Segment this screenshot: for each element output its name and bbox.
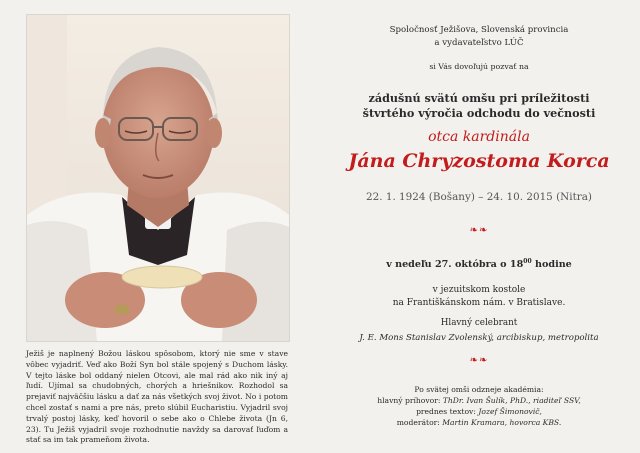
celebrant-label: Hlavný celebrant [440, 318, 518, 328]
academy-moderator [318, 417, 640, 428]
life-dates: 22. 1. 1924 (Bošany) – 24. 10. 2015 (Nitra) [366, 191, 592, 203]
cardinal-name: Jána Chryzostoma Korca [348, 150, 610, 172]
event-location [318, 284, 640, 309]
ornament-bottom: ❧❧ [469, 355, 489, 366]
academy-speaker [318, 395, 640, 406]
mass-line-2: štvrtého výročia odchodu do večnosti [362, 106, 596, 120]
celebrant-name: J. E. Mons Stanislav Zvolenský, arcibiskup, metropolita [359, 333, 599, 343]
invite-line: si Vás dovoľujú pozvať na [429, 62, 529, 71]
reader-name: Jozef Šimonovič, [478, 407, 542, 416]
portrait-photo [26, 14, 290, 342]
ornament-top: ❧❧ [469, 225, 489, 236]
portrait-illustration [27, 15, 289, 341]
event-time-suffix: hodine [531, 259, 572, 271]
organizers [318, 24, 640, 50]
academy-intro: Po svätej omši odzneje akadémia: [414, 385, 544, 394]
invitation-panel [318, 0, 640, 453]
mass-line-1: zádušnú svätú omšu pri príležitosti [368, 91, 590, 105]
organizer-line-1: Spoločnosť Ježišova, Slovenská provincia [389, 25, 569, 35]
academy-reader [318, 406, 640, 417]
moderator-name: Martin Kramara, hovorca KBS. [442, 418, 562, 427]
speaker-name: ThDr. Ivan Šulík, PhD., riaditeľ SSV, [442, 396, 581, 405]
event-time-minutes: 00 [523, 258, 532, 265]
event-time-prefix: v nedeľu 27. októbra o 18 [386, 259, 524, 271]
reader-label: prednes textov: [416, 407, 479, 416]
location-line-1: v jezuitskom kostole [432, 285, 526, 295]
academy-program [318, 384, 640, 428]
organizer-line-2: a vydavateľstvo LÚČ [434, 38, 524, 48]
moderator-label: moderátor: [396, 418, 443, 427]
event-time [318, 258, 640, 270]
location-line-2: na Františkánskom nám. v Bratislave. [392, 297, 566, 308]
cardinal-title: otca kardinála [428, 129, 530, 145]
speaker-label: hlavný príhovor: [377, 396, 443, 405]
gospel-caption: Ježiš je naplnený Božou láskou spôsobom, ktorý nie sme v stave vôbec vyjadriť. Veď ako Boží Syn bol stále spojený s Duchom lásky. V tejto láske bol oddaný nielen Otcovi, ale mal rád ako nik iný aj ľudí. Ujímal sa chudobných, chorých a hriešnikov. Rozhodol sa prejaviť najväčšiu lásku a dať za nás všetkých svoj život. No i potom chcel zostať s nami a pre nás, preto slúbil Eucharistiu. Vyjadril svoj trvalý postoj lásky, keď hovoril o sebe ako o Chlebe života (Jn 6, 23). Tu Ježiš vyjadril svoje rozhodnutie navždy sa darovať ľuďom a stať sa im tak prameňom života. [26, 349, 288, 445]
mass-description [318, 91, 640, 121]
